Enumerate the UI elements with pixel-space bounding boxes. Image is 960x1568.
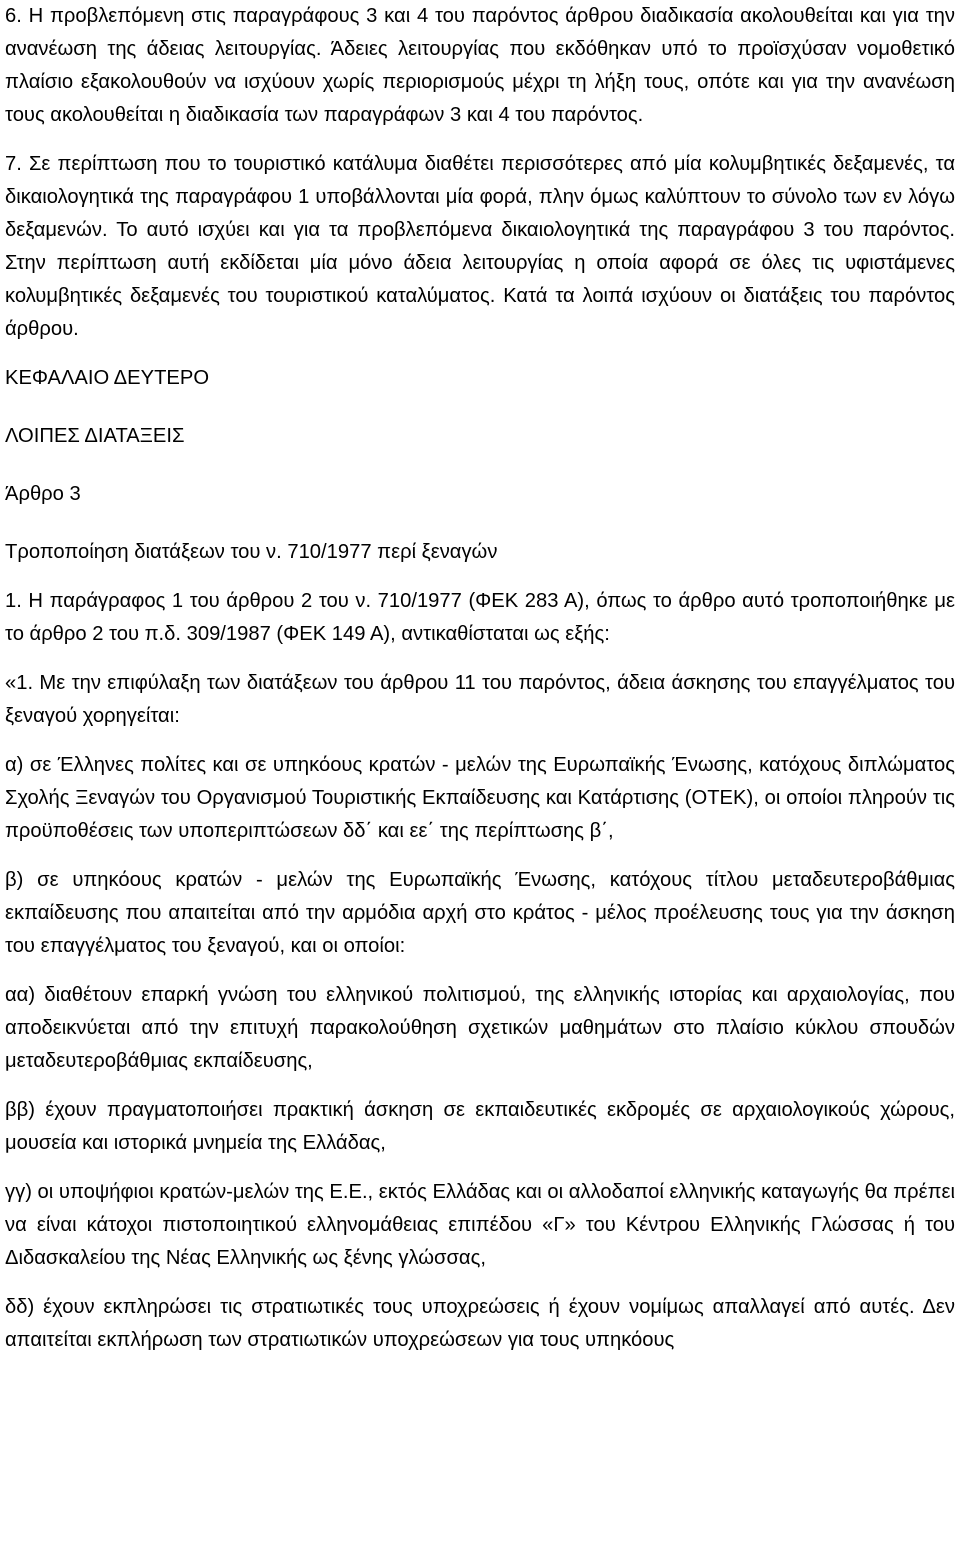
sub-item-dd: δδ) έχουν εκπληρώσει τις στρατιωτικές τους υποχρεώσεις ή έχουν νομίμως απαλλαγεί από αυτές. Δεν απαιτείται εκπλήρωση των στρατιωτικών υποχρεώσεων για τους υπηκόους: [5, 1296, 955, 1351]
list-item-b: β) σε υπηκόους κρατών - μελών της Ευρωπαϊκής Ένωσης, κατόχους τίτλου μεταδευτεροβάθμιας εκπαίδευσης που απαιτείται από την αρμόδια αρχή στο κράτος - μέλος προέλευσης τους για την άσκηση του επαγγέλματος του ξεναγού, και οι οποίοι:: [5, 869, 955, 957]
document-page: [5, 0, 955, 1357]
sub-item-aa: αα) διαθέτουν επαρκή γνώση του ελληνικού πολιτισμού, της ελληνικής ιστορίας και αρχαιολογίας, που αποδεικνύεται από την επιτυχή παρακολούθηση σχετικών μαθημάτων στο πλαίσιο κύκλου σπουδών μεταδευτεροβάθμιας εκπαίδευσης,: [5, 984, 955, 1072]
sub-item-bb: ββ) έχουν πραγματοποιήσει πρακτική άσκηση σε εκπαιδευτικές εκδρομές σε αρχαιολογικούς χώρους, μουσεία και ιστορικά μνημεία της Ελλάδας,: [5, 1099, 955, 1154]
paragraph-7: 7. Σε περίπτωση που το τουριστικό κατάλυμα διαθέτει περισσότερες από μία κολυμβητικές δεξαμενές, τα δικαιολογητικά της παραγράφου 1 υποβάλλονται μία φορά, πλην όμως καλύπτουν το σύνολο των εν λόγω δεξαμενών. Το αυτό ισχύει και για τα προβλεπόμενα δικαιολογητικά της παραγράφου 3 του παρόντος. Στην περίπτωση αυτή εκδίδεται μία μόνο άδεια λειτουργίας η οποία αφορά σε όλες τις υφιστάμενες κολυμβητικές δεξαμενές του τουριστικού καταλύματος. Κατά τα λοιπά ισχύουν οι διατάξεις του παρόντος άρθρου.: [5, 153, 955, 340]
list-item-a: α) σε Έλληνες πολίτες και σε υπηκόους κρατών - μελών της Ευρωπαϊκής Ένωσης, κατόχους διπλώματος Σχολής Ξεναγών του Οργανισμού Τουριστικής Εκπαίδευσης και Κατάρτισης (ΟΤΕΚ), οι οποίοι πληρούν τις προϋποθέσεις των υποπεριπτώσεων δδ΄ και εε΄ της περίπτωσης β΄,: [5, 754, 955, 842]
sub-item-gg: γγ) οι υποψήφιοι κρατών-μελών της Ε.Ε., εκτός Ελλάδας και οι αλλοδαποί ελληνικής καταγωγής θα πρέπει να είναι κάτοχοι πιστοποιητικού ελληνομάθειας επιπέδου «Γ» του Κέντρου Ελληνικής Γλώσσας ή του Διδασκαλείου της Νέας Ελληνικής ως ξένης γλώσσας,: [5, 1181, 955, 1269]
section-title: ΛΟΙΠΕΣ ΔΙΑΤΑΞΕΙΣ: [5, 425, 185, 447]
article-paragraph-1: 1. Η παράγραφος 1 του άρθρου 2 του ν. 710/1977 (ΦΕΚ 283 Α), όπως το άρθρο αυτό τροποποιήθηκε με το άρθρο 2 του π.δ. 309/1987 (ΦΕΚ 149 Α), αντικαθίσταται ως εξής:: [5, 590, 955, 645]
article-title: Άρθρο 3: [5, 483, 81, 505]
chapter-title: ΚΕΦΑΛΑΙΟ ΔΕΥΤΕΡΟ: [5, 367, 210, 389]
article-subtitle: Τροποποίηση διατάξεων του ν. 710/1977 περί ξεναγών: [5, 541, 498, 563]
paragraph-6: 6. Η προβλεπόμενη στις παραγράφους 3 και 4 του παρόντος άρθρου διαδικασία ακολουθείται και για την ανανέωση της άδειας λειτουργίας. Άδειες λειτουργίας που εκδόθηκαν υπό το προϊσχύσαν νομοθετικό πλαίσιο εξακολουθούν να ισχύουν χωρίς περιορισμούς μέχρι τη λήξη τους, οπότε και για την ανανέωση τους ακολουθείται η διαδικασία των παραγράφων 3 και 4 του παρόντος.: [5, 5, 955, 126]
quoted-paragraph-1: «1. Με την επιφύλαξη των διατάξεων του άρθρου 11 του παρόντος, άδεια άσκησης του επαγγέλματος του ξεναγού χορηγείται:: [5, 672, 955, 727]
